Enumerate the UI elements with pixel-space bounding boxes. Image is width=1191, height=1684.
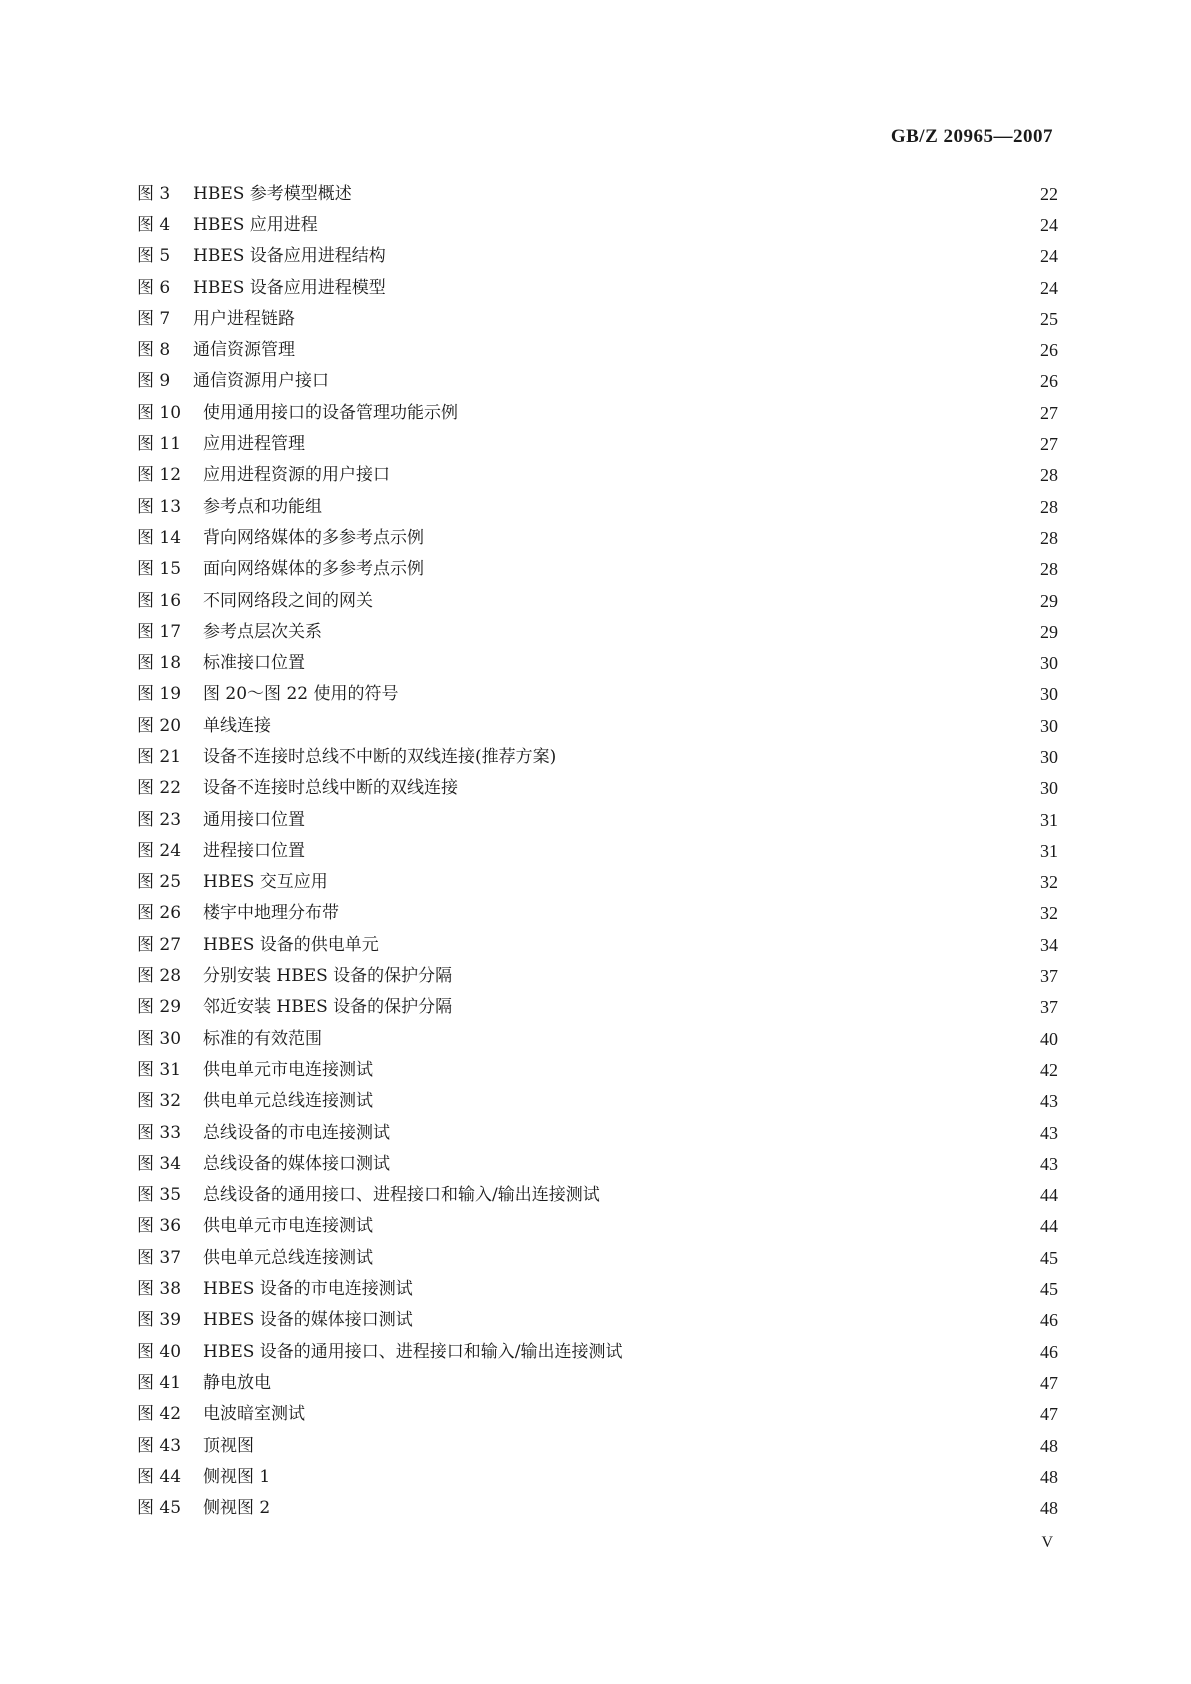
dot-leader (406, 684, 1024, 704)
figure-number: 图 17 (137, 621, 182, 642)
toc-entry[interactable] (137, 1461, 1058, 1492)
page-reference: 30 (1040, 746, 1058, 767)
page-reference: 27 (1040, 402, 1058, 423)
figure-title: 背向网络媒体的多参考点示例 (203, 527, 424, 548)
figure-title: 侧视图 2 (203, 1498, 271, 1519)
figure-number: 图 12 (137, 465, 182, 486)
figure-number: 图 38 (137, 1279, 182, 1300)
page-reference: 30 (1040, 684, 1058, 705)
figure-number: 图 25 (137, 872, 182, 893)
page-reference: 48 (1040, 1435, 1058, 1456)
figure-number: 图 36 (137, 1216, 182, 1237)
figure-title: 应用进程资源的用户接口 (203, 465, 390, 486)
toc-entry[interactable] (137, 1492, 1058, 1523)
dot-leader (398, 1123, 1024, 1143)
dot-leader (278, 1498, 1024, 1518)
figure-title: 设备不连接时总线中断的双线连接 (203, 778, 458, 799)
dot-leader (460, 966, 1024, 986)
toc-entry[interactable] (137, 460, 1058, 491)
toc-entry[interactable] (137, 867, 1058, 898)
page-number: V (1041, 1534, 1053, 1551)
figure-title: HBES 交互应用 (203, 872, 328, 893)
toc-entry[interactable] (137, 1242, 1058, 1273)
page-reference: 28 (1040, 496, 1058, 517)
figure-number: 图 21 (137, 746, 182, 767)
toc-entry[interactable] (137, 178, 1058, 209)
page-reference: 37 (1040, 966, 1058, 987)
figure-number: 图 45 (137, 1498, 182, 1519)
figure-title: 分别安装 HBES 设备的保护分隔 (203, 966, 453, 987)
figure-number: 图 34 (137, 1153, 182, 1174)
page-reference: 22 (1040, 183, 1058, 204)
toc-entry[interactable] (137, 1336, 1058, 1367)
page-reference: 28 (1040, 465, 1058, 486)
figure-number: 图 33 (137, 1122, 182, 1143)
dot-leader (313, 653, 1024, 673)
toc-entry[interactable] (137, 272, 1058, 303)
figure-title: 通用接口位置 (203, 809, 305, 830)
dot-leader (330, 622, 1024, 642)
page-reference: 30 (1040, 715, 1058, 736)
toc-entry[interactable] (137, 679, 1058, 710)
dot-leader (262, 1436, 1024, 1456)
dot-leader (394, 278, 1024, 298)
toc-entry[interactable] (137, 1399, 1058, 1430)
figure-title: 图 20～图 22 使用的符号 (203, 684, 399, 705)
toc-entry[interactable] (137, 1148, 1058, 1179)
figure-number: 图 37 (137, 1247, 182, 1268)
figure-number: 图 22 (137, 778, 182, 799)
toc-entry[interactable] (137, 585, 1058, 616)
figure-title: 通信资源管理 (193, 340, 295, 361)
toc-entry[interactable] (137, 1023, 1058, 1054)
toc-entry[interactable] (137, 241, 1058, 272)
toc-entry[interactable] (137, 773, 1058, 804)
toc-entry[interactable] (137, 929, 1058, 960)
dot-leader (466, 778, 1024, 798)
dot-leader (330, 1029, 1024, 1049)
dot-leader (432, 528, 1024, 548)
toc-entry[interactable] (137, 1117, 1058, 1148)
figure-title: 使用通用接口的设备管理功能示例 (203, 402, 458, 423)
toc-entry[interactable] (137, 491, 1058, 522)
page-reference: 24 (1040, 277, 1058, 298)
figure-number: 图 39 (137, 1310, 182, 1331)
dot-leader (398, 465, 1024, 485)
figure-title: 邻近安装 HBES 设备的保护分隔 (203, 997, 453, 1018)
page-reference: 44 (1040, 1216, 1058, 1237)
toc-entry[interactable] (137, 1211, 1058, 1242)
figure-title: HBES 应用进程 (193, 214, 318, 235)
toc-entry[interactable] (137, 960, 1058, 991)
figure-number: 图 14 (137, 527, 182, 548)
page-reference: 46 (1040, 1341, 1058, 1362)
toc-entry[interactable] (137, 303, 1058, 334)
page-reference: 37 (1040, 997, 1058, 1018)
toc-entry[interactable] (137, 334, 1058, 365)
figure-title: HBES 设备的通用接口、进程接口和输入/输出连接测试 (203, 1341, 623, 1362)
figure-number: 图 31 (137, 1059, 182, 1080)
figure-number: 图 42 (137, 1404, 182, 1425)
figure-list (137, 178, 1058, 1524)
toc-entry[interactable] (137, 554, 1058, 585)
toc-entry[interactable] (137, 1086, 1058, 1117)
dot-leader (608, 1185, 1024, 1205)
page-reference: 40 (1040, 1028, 1058, 1049)
figure-title: 顶视图 (203, 1435, 254, 1456)
figure-number: 图 32 (137, 1091, 182, 1112)
figure-title: 供电单元总线连接测试 (203, 1091, 373, 1112)
dot-leader (279, 716, 1024, 736)
dot-leader (303, 309, 1024, 329)
toc-entry[interactable] (137, 428, 1058, 459)
toc-entry[interactable] (137, 741, 1058, 772)
figure-number: 图 11 (137, 434, 182, 455)
figure-number: 图 4 (137, 214, 171, 235)
figure-title: 单线连接 (203, 715, 271, 736)
figure-number: 图 27 (137, 934, 182, 955)
toc-entry[interactable] (137, 710, 1058, 741)
figure-title: HBES 设备的市电连接测试 (203, 1279, 413, 1300)
figure-number: 图 23 (137, 809, 182, 830)
page-reference: 29 (1040, 621, 1058, 642)
toc-entry[interactable] (137, 992, 1058, 1023)
figure-number: 图 43 (137, 1435, 182, 1456)
figure-number: 图 28 (137, 966, 182, 987)
page-reference: 30 (1040, 653, 1058, 674)
figure-number: 图 40 (137, 1341, 182, 1362)
dot-leader (421, 1279, 1024, 1299)
dot-leader (564, 747, 1024, 767)
figure-title: 总线设备的媒体接口测试 (203, 1153, 390, 1174)
toc-entry[interactable] (137, 1180, 1058, 1211)
page-reference: 43 (1040, 1153, 1058, 1174)
figure-title: 供电单元市电连接测试 (203, 1059, 373, 1080)
toc-entry[interactable] (137, 1430, 1058, 1461)
figure-number: 图 19 (137, 684, 182, 705)
figure-number: 图 18 (137, 653, 182, 674)
figure-title: 应用进程管理 (203, 434, 305, 455)
figure-number: 图 5 (137, 246, 171, 267)
figure-title: 静电放电 (203, 1372, 271, 1393)
figure-number: 图 30 (137, 1028, 182, 1049)
page-reference: 48 (1040, 1466, 1058, 1487)
figure-title: 侧视图 1 (203, 1466, 271, 1487)
toc-entry[interactable] (137, 616, 1058, 647)
dot-leader (313, 1404, 1024, 1424)
toc-entry[interactable] (137, 522, 1058, 553)
dot-leader (394, 246, 1024, 266)
dot-leader (336, 872, 1024, 892)
figure-number: 图 3 (137, 183, 171, 204)
figure-number: 图 9 (137, 371, 171, 392)
figure-number: 图 20 (137, 715, 182, 736)
dot-leader (337, 371, 1024, 391)
figure-title: 总线设备的市电连接测试 (203, 1122, 390, 1143)
dot-leader (313, 434, 1024, 454)
figure-title: 标准接口位置 (203, 653, 305, 674)
figure-title: 不同网络段之间的网关 (203, 590, 373, 611)
figure-number: 图 35 (137, 1185, 182, 1206)
toc-entry[interactable] (137, 1054, 1058, 1085)
figure-number: 图 13 (137, 496, 182, 517)
figure-number: 图 29 (137, 997, 182, 1018)
figure-title: 电波暗室测试 (203, 1404, 305, 1425)
toc-entry[interactable] (137, 397, 1058, 428)
page-reference: 45 (1040, 1247, 1058, 1268)
dot-leader (432, 559, 1024, 579)
page-reference: 42 (1040, 1059, 1058, 1080)
dot-leader (279, 1373, 1024, 1393)
dot-leader (466, 403, 1024, 423)
dot-leader (460, 997, 1024, 1017)
dot-leader (347, 903, 1024, 923)
dot-leader (278, 1467, 1024, 1487)
figure-title: 面向网络媒体的多参考点示例 (203, 559, 424, 580)
page-reference: 31 (1040, 840, 1058, 861)
page-reference: 25 (1040, 308, 1058, 329)
dot-leader (381, 1060, 1024, 1080)
dot-leader (313, 841, 1024, 861)
figure-number: 图 6 (137, 277, 171, 298)
page-reference: 45 (1040, 1279, 1058, 1300)
figure-number: 图 44 (137, 1466, 182, 1487)
page-reference: 26 (1040, 371, 1058, 392)
dot-leader (421, 1310, 1024, 1330)
page-reference: 44 (1040, 1185, 1058, 1206)
page-reference: 34 (1040, 934, 1058, 955)
dot-leader (398, 1154, 1024, 1174)
page-reference: 43 (1040, 1091, 1058, 1112)
page-reference: 31 (1040, 809, 1058, 830)
toc-entry[interactable] (137, 804, 1058, 835)
dot-leader (381, 1091, 1024, 1111)
dot-leader (387, 935, 1024, 955)
toc-entry[interactable] (137, 366, 1058, 397)
toc-entry[interactable] (137, 1305, 1058, 1336)
toc-entry[interactable] (137, 1273, 1058, 1304)
page-reference: 24 (1040, 214, 1058, 235)
dot-leader (631, 1342, 1024, 1362)
page-reference: 46 (1040, 1310, 1058, 1331)
figure-number: 图 41 (137, 1372, 182, 1393)
page-reference: 47 (1040, 1404, 1058, 1425)
figure-title: 进程接口位置 (203, 840, 305, 861)
figure-title: HBES 设备的媒体接口测试 (203, 1310, 413, 1331)
page-reference: 29 (1040, 590, 1058, 611)
dot-leader (313, 810, 1024, 830)
toc-entry[interactable] (137, 835, 1058, 866)
figure-title: 标准的有效范围 (203, 1028, 322, 1049)
dot-leader (360, 184, 1024, 204)
figure-title: 楼宇中地理分布带 (203, 903, 339, 924)
toc-entry[interactable] (137, 1367, 1058, 1398)
dot-leader (330, 497, 1024, 517)
dot-leader (381, 1248, 1024, 1268)
figure-number: 图 10 (137, 402, 182, 423)
dot-leader (303, 340, 1024, 360)
page-reference: 47 (1040, 1372, 1058, 1393)
page-reference: 24 (1040, 246, 1058, 267)
page-reference: 28 (1040, 527, 1058, 548)
figure-title: 用户进程链路 (193, 308, 295, 329)
figure-title: HBES 设备的供电单元 (203, 934, 379, 955)
page-reference: 32 (1040, 872, 1058, 893)
figure-title: HBES 参考模型概述 (193, 183, 352, 204)
dot-leader (326, 215, 1024, 235)
figure-title: 总线设备的通用接口、进程接口和输入/输出连接测试 (203, 1185, 600, 1206)
figure-title: 通信资源用户接口 (193, 371, 329, 392)
page-reference: 30 (1040, 778, 1058, 799)
toc-entry[interactable] (137, 898, 1058, 929)
figure-number: 图 8 (137, 340, 171, 361)
figure-number: 图 26 (137, 903, 182, 924)
toc-entry[interactable] (137, 647, 1058, 678)
page-reference: 26 (1040, 340, 1058, 361)
page-reference: 28 (1040, 559, 1058, 580)
figure-number: 图 7 (137, 308, 171, 329)
figure-number: 图 15 (137, 559, 182, 580)
figure-title: 参考点和功能组 (203, 496, 322, 517)
standard-code: GB/Z 20965—2007 (890, 126, 1053, 147)
toc-entry[interactable] (137, 209, 1058, 240)
page-reference: 27 (1040, 434, 1058, 455)
figure-title: 供电单元市电连接测试 (203, 1216, 373, 1237)
page-reference: 32 (1040, 903, 1058, 924)
dot-leader (381, 591, 1024, 611)
dot-leader (381, 1216, 1024, 1236)
page-reference: 48 (1040, 1498, 1058, 1519)
figure-title: HBES 设备应用进程结构 (193, 246, 386, 267)
figure-title: 设备不连接时总线不中断的双线连接(推荐方案) (203, 746, 557, 767)
figure-number: 图 24 (137, 840, 182, 861)
figure-title: HBES 设备应用进程模型 (193, 277, 386, 298)
figure-title: 参考点层次关系 (203, 621, 322, 642)
figure-title: 供电单元总线连接测试 (203, 1247, 373, 1268)
page-reference: 43 (1040, 1122, 1058, 1143)
figure-number: 图 16 (137, 590, 182, 611)
